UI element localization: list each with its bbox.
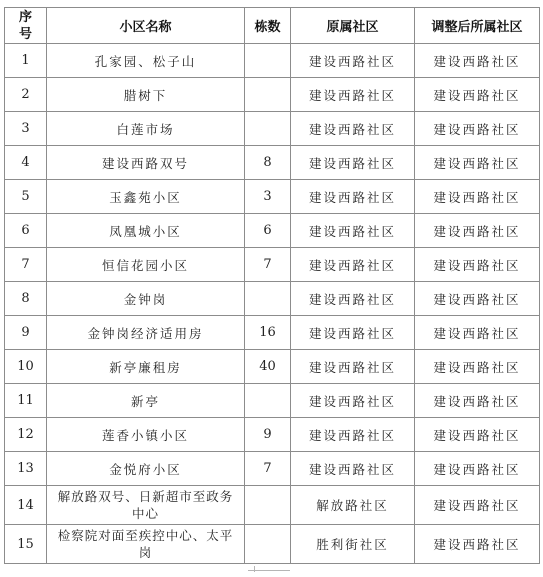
header-index: 序 号 (5, 8, 47, 44)
cell-original-community: 建设西路社区 (291, 112, 415, 146)
table-row (5, 486, 540, 525)
table-body (5, 44, 540, 564)
cell-adjusted-community: 建设西路社区 (415, 146, 540, 180)
cell-original-community: 解放路社区 (291, 486, 415, 525)
cell-name: 金钟岗经济适用房 (47, 316, 245, 350)
table-row (5, 418, 540, 452)
table-row (5, 350, 540, 384)
cell-index: 4 (5, 146, 47, 180)
cell-name: 白莲市场 (47, 112, 245, 146)
cell-adjusted-community: 建设西路社区 (415, 418, 540, 452)
cell-index: 3 (5, 112, 47, 146)
header-original-community: 原属社区 (291, 8, 415, 44)
cell-original-community: 建设西路社区 (291, 214, 415, 248)
table-row (5, 384, 540, 418)
table-header-row (5, 8, 540, 44)
cell-index: 11 (5, 384, 47, 418)
cell-buildings: 3 (245, 180, 291, 214)
table-row (5, 452, 540, 486)
cell-buildings (245, 282, 291, 316)
table-row (5, 146, 540, 180)
cell-adjusted-community: 建设西路社区 (415, 112, 540, 146)
cell-name: 腊树下 (47, 78, 245, 112)
cell-buildings: 7 (245, 452, 291, 486)
table-row (5, 525, 540, 564)
cell-adjusted-community: 建设西路社区 (415, 214, 540, 248)
cell-original-community: 建设西路社区 (291, 282, 415, 316)
cell-buildings: 8 (245, 146, 291, 180)
cell-original-community: 建设西路社区 (291, 180, 415, 214)
cell-original-community: 建设西路社区 (291, 350, 415, 384)
cell-original-community: 建设西路社区 (291, 418, 415, 452)
cell-name: 恒信花园小区 (47, 248, 245, 282)
cell-index: 7 (5, 248, 47, 282)
cell-name: 建设西路双号 (47, 146, 245, 180)
cell-index: 13 (5, 452, 47, 486)
table-row (5, 180, 540, 214)
cell-index: 8 (5, 282, 47, 316)
cell-buildings: 9 (245, 418, 291, 452)
cell-buildings: 6 (245, 214, 291, 248)
page-edge-tick (254, 566, 255, 572)
cell-original-community: 建设西路社区 (291, 78, 415, 112)
cell-buildings (245, 486, 291, 525)
cell-index: 9 (5, 316, 47, 350)
cell-buildings: 7 (245, 248, 291, 282)
cell-buildings (245, 44, 291, 78)
cell-name: 解放路双号、日新超市至政务中心 (47, 486, 245, 525)
cell-adjusted-community: 建设西路社区 (415, 44, 540, 78)
cell-adjusted-community: 建设西路社区 (415, 525, 540, 564)
cell-adjusted-community: 建设西路社区 (415, 452, 540, 486)
cell-adjusted-community: 建设西路社区 (415, 486, 540, 525)
cell-adjusted-community: 建设西路社区 (415, 350, 540, 384)
cell-index: 10 (5, 350, 47, 384)
table-row (5, 112, 540, 146)
cell-buildings (245, 384, 291, 418)
header-adjusted-community: 调整后所属社区 (415, 8, 540, 44)
cell-buildings (245, 112, 291, 146)
cell-buildings: 16 (245, 316, 291, 350)
cell-index: 15 (5, 525, 47, 564)
cell-adjusted-community: 建设西路社区 (415, 316, 540, 350)
cell-original-community: 建设西路社区 (291, 44, 415, 78)
cell-index: 2 (5, 78, 47, 112)
cell-buildings (245, 525, 291, 564)
table-row (5, 282, 540, 316)
table-row (5, 78, 540, 112)
cell-name: 新亭廉租房 (47, 350, 245, 384)
cell-index: 1 (5, 44, 47, 78)
cell-original-community: 胜利街社区 (291, 525, 415, 564)
cell-index: 6 (5, 214, 47, 248)
header-buildings: 栋数 (245, 8, 291, 44)
cell-name: 金钟岗 (47, 282, 245, 316)
cell-name: 莲香小镇小区 (47, 418, 245, 452)
cell-index: 14 (5, 486, 47, 525)
cell-name: 凤凰城小区 (47, 214, 245, 248)
cell-original-community: 建设西路社区 (291, 316, 415, 350)
cell-name: 新亭 (47, 384, 245, 418)
cell-adjusted-community: 建设西路社区 (415, 248, 540, 282)
cell-adjusted-community: 建设西路社区 (415, 282, 540, 316)
cell-name: 玉鑫苑小区 (47, 180, 245, 214)
cell-adjusted-community: 建设西路社区 (415, 180, 540, 214)
cell-buildings (245, 78, 291, 112)
cell-original-community: 建设西路社区 (291, 248, 415, 282)
cell-original-community: 建设西路社区 (291, 146, 415, 180)
cell-adjusted-community: 建设西路社区 (415, 384, 540, 418)
table-row (5, 316, 540, 350)
cell-original-community: 建设西路社区 (291, 452, 415, 486)
cell-buildings: 40 (245, 350, 291, 384)
cell-adjusted-community: 建设西路社区 (415, 78, 540, 112)
table-row (5, 248, 540, 282)
community-adjustment-table (4, 7, 540, 564)
cell-index: 12 (5, 418, 47, 452)
header-name: 小区名称 (47, 8, 245, 44)
cell-original-community: 建设西路社区 (291, 384, 415, 418)
cell-name: 孔家园、松子山 (47, 44, 245, 78)
cell-name: 检察院对面至疾控中心、太平岗 (47, 525, 245, 564)
table-row (5, 44, 540, 78)
table-row (5, 214, 540, 248)
cell-name: 金悦府小区 (47, 452, 245, 486)
cell-index: 5 (5, 180, 47, 214)
